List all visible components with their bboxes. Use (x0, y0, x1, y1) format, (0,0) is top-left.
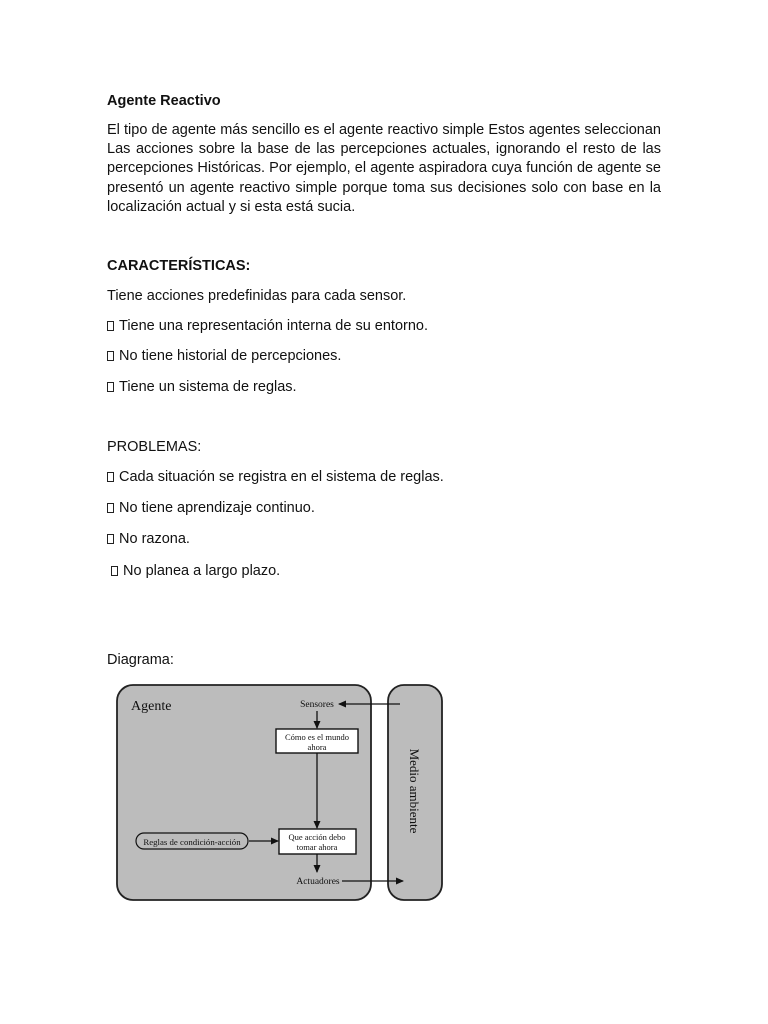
problems-item-text: Cada situación se registra en el sistema de reglas. (119, 469, 444, 485)
features-lead: Tiene acciones predefinidas para cada sensor. (107, 288, 407, 304)
document-title: Agente Reactivo (107, 93, 221, 109)
agent-label: Agente (131, 699, 172, 714)
problems-item-text: No tiene aprendizaje continuo. (119, 500, 315, 516)
sensors-label: Sensores (300, 700, 334, 710)
features-item-text: No tiene historial de percepciones. (119, 348, 342, 364)
world-state-line-2: ahora (307, 742, 327, 752)
problems-item-text: No planea a largo plazo. (123, 563, 281, 579)
action-line-1: Que acción debo (288, 832, 346, 842)
actuators-label: Actuadores (296, 877, 340, 887)
diagram-label: Diagrama: (107, 652, 174, 668)
intro-paragraph: El tipo de agente más sencillo es el agente reactivo simple Estos agentes seleccionan Las acciones sobre la base de las percepciones actuales, ignorando el resto de las percepciones Históricas. Por ejemplo, el agente aspiradora cuya función de agente se presentó un agente reactivo simple porque toma sus decisiones solo con base en la localización actual y si esta está sucia. (107, 122, 661, 215)
problems-item-text: No razona. (119, 531, 190, 547)
world-state-line-1: Cómo es el mundo (285, 732, 349, 742)
rules-label: Reglas de condición-acción (143, 837, 241, 847)
agent-box (117, 685, 371, 900)
environment-label: Medio ambiente (407, 748, 422, 834)
features-item-text: Tiene una representación interna de su entorno. (119, 318, 429, 334)
features-heading: CARACTERÍSTICAS: (107, 258, 251, 274)
action-line-2: tomar ahora (296, 842, 338, 852)
features-item-text: Tiene un sistema de reglas. (119, 379, 297, 395)
problems-heading: PROBLEMAS: (107, 439, 202, 455)
